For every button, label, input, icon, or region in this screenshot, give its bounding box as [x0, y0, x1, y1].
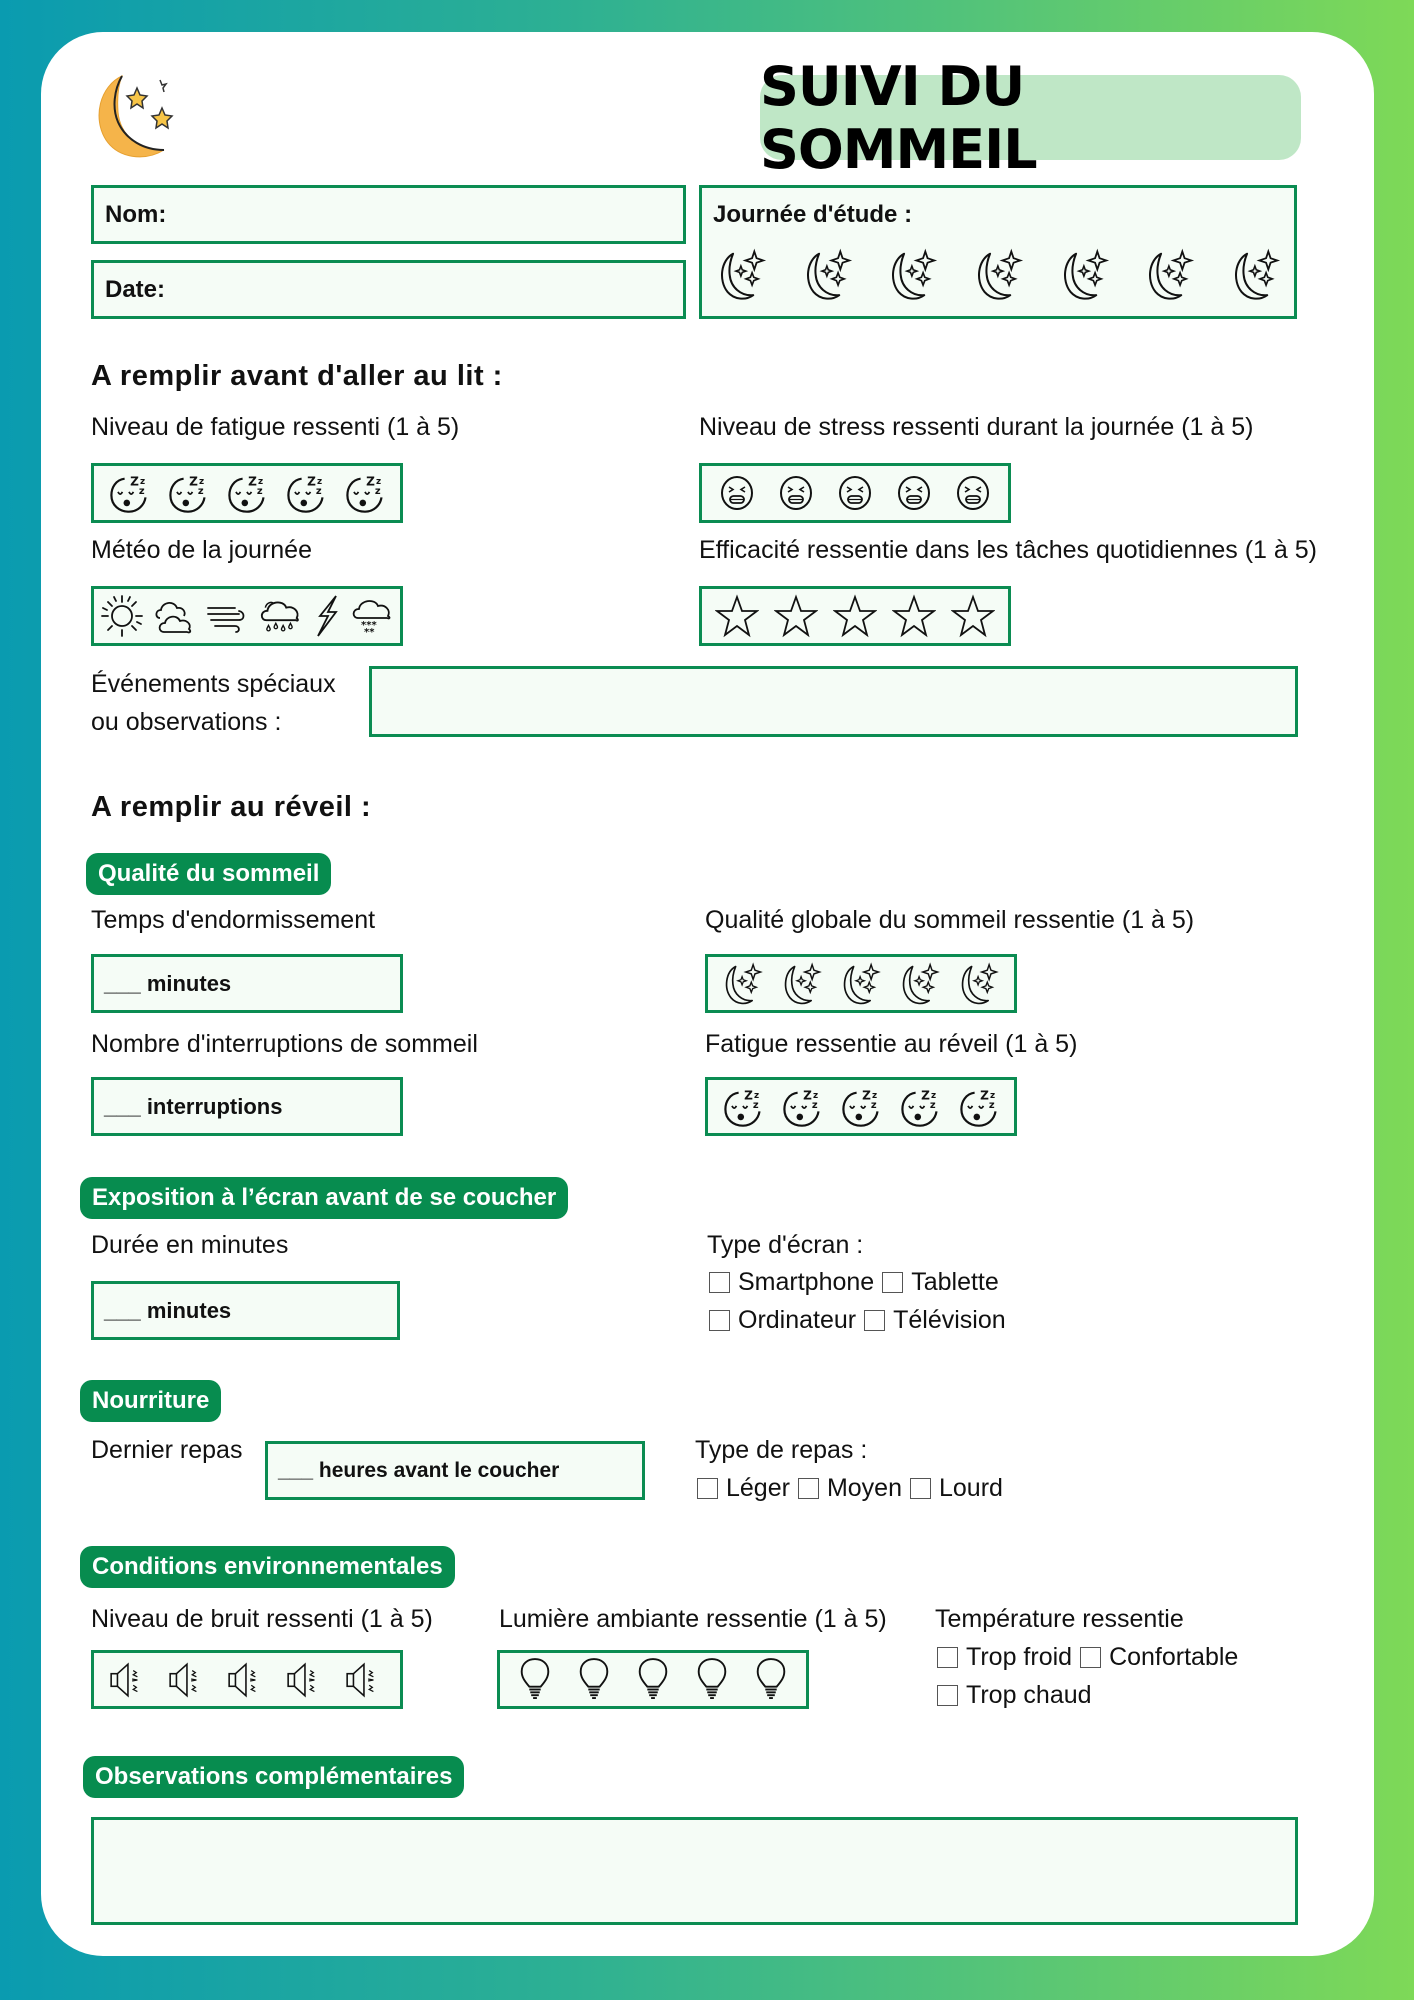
moon-stars-icon[interactable]: [800, 247, 856, 303]
checkbox-moyen[interactable]: Moyen: [798, 1474, 902, 1503]
weather-label: Météo de la journée: [91, 536, 312, 564]
section-heading-wake-up: A remplir au réveil :: [91, 791, 372, 823]
stress-label: Niveau de stress ressenti durant la journée (1 à 5): [699, 413, 1254, 441]
efficiency-label: Efficacité ressentie dans les tâches quotidiennes (1 à 5): [699, 536, 1317, 564]
fall-asleep-label: Temps d'endormissement: [91, 906, 376, 934]
checkbox-trop-froid[interactable]: Trop froid: [937, 1643, 1072, 1672]
checkbox-confortable[interactable]: Confortable: [1080, 1643, 1238, 1672]
moon-stars-logo-icon: [92, 70, 188, 166]
date-field[interactable]: [91, 260, 686, 319]
moon-stars-icon[interactable]: [779, 961, 825, 1007]
moon-stars-icon[interactable]: [956, 961, 1002, 1007]
pill-environment: Conditions environnementales: [80, 1546, 455, 1588]
pill-sleep-quality: Qualité du sommeil: [86, 853, 331, 895]
pill-observations: Observations complémentaires: [83, 1756, 464, 1798]
sleepy-face-icon[interactable]: [107, 471, 151, 515]
speaker-noise-icon[interactable]: [344, 1659, 386, 1701]
sleepy-face-icon[interactable]: [166, 471, 210, 515]
overall-quality-rating: [705, 954, 1017, 1013]
sleepy-face-icon[interactable]: [839, 1085, 883, 1129]
star-icon[interactable]: [892, 594, 936, 638]
name-field[interactable]: [91, 185, 686, 244]
sleepy-face-icon[interactable]: [780, 1085, 824, 1129]
checkbox-box[interactable]: [798, 1478, 819, 1499]
light-label: Lumière ambiante ressentie (1 à 5): [499, 1605, 887, 1633]
study-day-box: [699, 185, 1297, 319]
events-input[interactable]: [369, 666, 1298, 737]
moon-stars-icon[interactable]: [897, 961, 943, 1007]
moon-stars-icon[interactable]: [720, 961, 766, 1007]
screen-type-row-1: [709, 1268, 999, 1297]
fall-asleep-input[interactable]: [91, 954, 403, 1013]
noise-label: Niveau de bruit ressenti (1 à 5): [91, 1605, 433, 1633]
light-rating: [497, 1650, 809, 1709]
star-icon[interactable]: [715, 594, 759, 638]
star-icon[interactable]: [833, 594, 877, 638]
last-meal-label: Dernier repas: [91, 1436, 243, 1464]
snow-icon[interactable]: [350, 594, 394, 638]
efficiency-rating: [699, 586, 1011, 646]
screen-type-label: Type d'écran :: [707, 1231, 864, 1259]
temperature-row-1: [937, 1643, 1238, 1672]
temperature-label: Température ressentie: [935, 1605, 1184, 1633]
checkbox-trop-chaud[interactable]: Trop chaud: [937, 1681, 1092, 1710]
meal-type-row: [697, 1474, 1003, 1503]
light-bulb-icon[interactable]: [752, 1656, 790, 1704]
pill-screen-exposure: Exposition à l’écran avant de se coucher: [80, 1177, 568, 1219]
stressed-face-icon[interactable]: [835, 473, 875, 513]
page-title-banner: [760, 54, 1301, 181]
noise-rating: [91, 1650, 403, 1709]
sleepy-face-icon[interactable]: [343, 471, 387, 515]
screen-type-row-2: [709, 1306, 1006, 1335]
sun-icon[interactable]: [100, 594, 144, 638]
sleepy-face-icon[interactable]: [898, 1085, 942, 1129]
overall-quality-label: Qualité globale du sommeil ressentie (1 à 5): [705, 906, 1195, 934]
checkbox-box[interactable]: [1080, 1647, 1101, 1668]
interruptions-label: Nombre d'interruptions de sommeil: [91, 1030, 478, 1058]
moon-stars-icon[interactable]: [885, 247, 941, 303]
checkbox-box[interactable]: [882, 1272, 903, 1293]
screen-duration-label: Durée en minutes: [91, 1231, 289, 1259]
speaker-noise-icon[interactable]: [108, 1659, 150, 1701]
screen-duration-value: ___ minutes: [104, 1297, 232, 1323]
screen-duration-input[interactable]: [91, 1281, 400, 1340]
last-meal-value: ___ heures avant le coucher: [278, 1458, 560, 1482]
star-icon[interactable]: [951, 594, 995, 638]
speaker-noise-icon[interactable]: [226, 1659, 268, 1701]
observations-input[interactable]: [91, 1817, 1298, 1925]
checkbox-box[interactable]: [709, 1310, 730, 1331]
stressed-face-icon[interactable]: [953, 473, 993, 513]
section-heading-before-bed: A remplir avant d'aller au lit :: [91, 360, 503, 392]
interruptions-value: ___ interruptions: [104, 1093, 283, 1119]
moon-stars-icon[interactable]: [1228, 247, 1284, 303]
weather-selector: [91, 586, 403, 646]
study-day-label: Journée d'étude :: [713, 201, 913, 228]
temperature-row-2: [937, 1681, 1092, 1710]
pill-food: Nourriture: [80, 1380, 221, 1422]
wake-fatigue-rating: [705, 1077, 1017, 1136]
date-field-label: Date:: [105, 276, 166, 303]
speaker-noise-icon[interactable]: [285, 1659, 327, 1701]
events-label: [91, 665, 336, 741]
stress-rating: [699, 463, 1011, 523]
light-bulb-icon[interactable]: [516, 1656, 554, 1704]
light-bulb-icon[interactable]: [693, 1656, 731, 1704]
moon-stars-icon[interactable]: [838, 961, 884, 1007]
checkbox-box[interactable]: [910, 1478, 931, 1499]
moon-stars-icon[interactable]: [1057, 247, 1113, 303]
fatigue-rating: [91, 463, 403, 523]
checkbox-box[interactable]: [937, 1647, 958, 1668]
events-label-line1: Événements spéciaux: [91, 670, 336, 698]
checkbox-ordinateur[interactable]: Ordinateur: [709, 1306, 856, 1335]
speaker-noise-icon[interactable]: [167, 1659, 209, 1701]
fall-asleep-value: ___ minutes: [104, 970, 232, 996]
last-meal-input[interactable]: [265, 1441, 645, 1500]
star-icon[interactable]: [774, 594, 818, 638]
stressed-face-icon[interactable]: [894, 473, 934, 513]
wind-icon[interactable]: [205, 594, 249, 638]
stressed-face-icon[interactable]: [776, 473, 816, 513]
checkbox-box[interactable]: [709, 1272, 730, 1293]
checkbox-television[interactable]: Télévision: [864, 1306, 1006, 1335]
events-label-line2: ou observations :: [91, 708, 282, 736]
stressed-face-icon[interactable]: [717, 473, 757, 513]
checkbox-box[interactable]: [864, 1310, 885, 1331]
rain-icon[interactable]: [257, 593, 303, 639]
light-bulb-icon[interactable]: [634, 1656, 672, 1704]
sleepy-face-icon[interactable]: [721, 1085, 765, 1129]
name-field-label: Nom:: [105, 201, 167, 228]
checkbox-leger[interactable]: Léger: [697, 1474, 790, 1503]
sleepy-face-icon[interactable]: [225, 471, 269, 515]
sleepy-face-icon[interactable]: [284, 471, 328, 515]
moon-stars-icon[interactable]: [971, 247, 1027, 303]
moon-stars-icon[interactable]: [1142, 247, 1198, 303]
sleepy-face-icon[interactable]: [957, 1085, 1001, 1129]
fatigue-label: Niveau de fatigue ressenti (1 à 5): [91, 413, 460, 441]
interruptions-input[interactable]: [91, 1077, 403, 1136]
checkbox-box[interactable]: [937, 1685, 958, 1706]
checkbox-lourd[interactable]: Lourd: [910, 1474, 1003, 1503]
cloudy-icon[interactable]: [152, 594, 196, 638]
checkbox-smartphone[interactable]: Smartphone: [709, 1268, 874, 1297]
light-bulb-icon[interactable]: [575, 1656, 613, 1704]
moon-stars-icon[interactable]: [714, 247, 770, 303]
page-title: SUIVI DU SOMMEIL: [760, 54, 1037, 181]
lightning-icon[interactable]: [312, 594, 342, 638]
checkbox-tablette[interactable]: Tablette: [882, 1268, 999, 1297]
meal-type-label: Type de repas :: [695, 1436, 868, 1464]
checkbox-box[interactable]: [697, 1478, 718, 1499]
wake-fatigue-label: Fatigue ressentie au réveil (1 à 5): [705, 1030, 1078, 1058]
